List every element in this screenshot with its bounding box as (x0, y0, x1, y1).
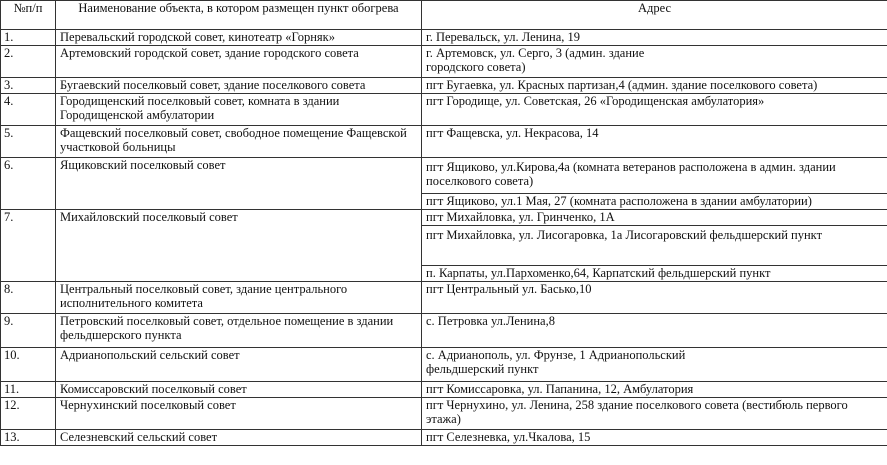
row-address: пгт Ящиково, ул.1 Мая, 27 (комната расположена в здании амбулатории) (422, 194, 887, 210)
row-num: 6. (1, 158, 56, 210)
header-address: Адрес (422, 1, 887, 30)
row-address: с. Адрианополь, ул. Фрунзе, 1 Адрианопольский фельдшерский пункт (422, 348, 887, 382)
row-name: Адрианопольский сельский совет (56, 348, 422, 382)
row-num: 1. (1, 30, 56, 46)
row-address: с. Петровка ул.Ленина,8 (422, 314, 887, 348)
table-row (1, 126, 887, 158)
row-name: Перевальский городской совет, кинотеатр «Горняк» (56, 30, 422, 46)
row-num: 7. (1, 210, 56, 282)
row-address: пгт Ящиково, ул.Кирова,4а (комната ветеранов расположена в админ. здании поселкового совета) (422, 158, 887, 194)
row-num: 8. (1, 282, 56, 314)
row-num: 12. (1, 398, 56, 430)
row-num: 9. (1, 314, 56, 348)
table-row (1, 282, 887, 314)
table-row (1, 210, 887, 226)
row-address: п. Карпаты, ул.Пархоменко,64, Карпатский фельдшерский пункт (422, 266, 887, 282)
row-num: 2. (1, 46, 56, 78)
row-num: 5. (1, 126, 56, 158)
row-name: Фащевский поселковый совет, свободное помещение Фащевской участковой больницы (56, 126, 422, 158)
row-address: пгт Фащевска, ул. Некрасова, 14 (422, 126, 887, 158)
table-row (1, 46, 887, 78)
row-name: Бугаевский поселковый совет, здание поселкового совета (56, 78, 422, 94)
table-row (1, 94, 887, 126)
row-name: Чернухинский поселковый совет (56, 398, 422, 430)
table-row (1, 314, 887, 348)
row-name: Центральный поселковый совет, здание центрального исполнительного комитета (56, 282, 422, 314)
row-address: пгт Центральный ул. Басько,10 (422, 282, 887, 314)
row-name: Ящиковский поселковый совет (56, 158, 422, 210)
row-name: Селезневский сельский совет (56, 430, 422, 446)
row-num: 11. (1, 382, 56, 398)
row-num: 3. (1, 78, 56, 94)
row-num: 4. (1, 94, 56, 126)
row-name: Михайловский поселковый совет (56, 210, 422, 282)
row-num: 10. (1, 348, 56, 382)
row-name: Комиссаровский поселковый совет (56, 382, 422, 398)
header-name: Наименование объекта, в котором размещен пункт обогрева (56, 1, 422, 30)
row-address: пгт Селезневка, ул.Чкалова, 15 (422, 430, 887, 446)
header-num: №п/п (1, 1, 56, 30)
row-address: г. Перевальск, ул. Ленина, 19 (422, 30, 887, 46)
row-address: г. Артемовск, ул. Серго, 3 (админ. здание городского совета) (422, 46, 887, 78)
table-row (1, 430, 887, 446)
row-address: пгт Городище, ул. Советская, 26 «Городищенская амбулатория» (422, 94, 887, 126)
row-address: пгт Бугаевка, ул. Красных партизан,4 (админ. здание поселкового совета) (422, 78, 887, 94)
row-name: Городищенский поселковый совет, комната в здании Городищенской амбулатории (56, 94, 422, 126)
row-name: Артемовский городской совет, здание городского совета (56, 46, 422, 78)
table-row (1, 158, 887, 194)
row-address: пгт Комиссаровка, ул. Папанина, 12, Амбулатория (422, 382, 887, 398)
table-row (1, 348, 887, 382)
table-row (1, 78, 887, 94)
row-address: пгт Чернухино, ул. Ленина, 258 здание поселкового совета (вестибюль первого этажа) (422, 398, 887, 430)
table-row (1, 382, 887, 398)
row-num: 13. (1, 430, 56, 446)
table-header-row (1, 1, 887, 30)
row-address: пгт Михайловка, ул. Лисогаровка, 1а Лисогаровский фельдшерский пункт (422, 226, 887, 266)
row-name: Петровский поселковый совет, отдельное помещение в здании фельдшерского пункта (56, 314, 422, 348)
table-row (1, 398, 887, 430)
row-address: пгт Михайловка, ул. Гринченко, 1А (422, 210, 887, 226)
table-row (1, 30, 887, 46)
